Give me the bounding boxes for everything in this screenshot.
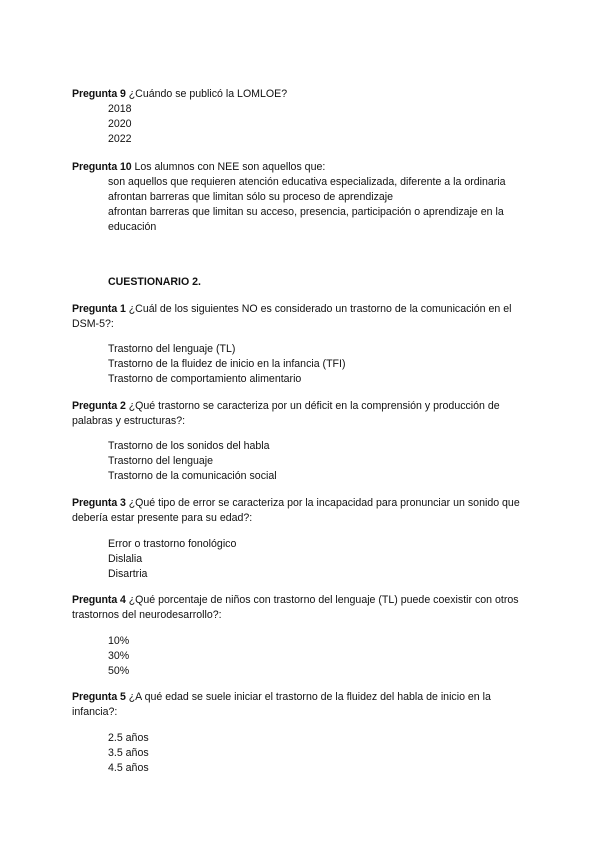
option: Trastorno de comportamiento alimentario [108,373,302,385]
option: Error o trastorno fonológico [108,538,237,550]
question-10 [72,160,528,175]
option: 50% [108,665,130,677]
question-label: Pregunta 9 [72,88,126,100]
option: afrontan barreras que limitan sólo su proceso de aprendizaje [108,191,394,203]
option: Trastorno del lenguaje (TL) [108,343,236,355]
option: 4.5 años [108,762,149,774]
question-text: ¿Qué porcentaje de niños con trastorno del lenguaje (TL) puede coexistir con otros trastornos del neurodesarrollo?: [72,594,519,621]
question-label: Pregunta 2 [72,400,126,412]
question-text: ¿Cuándo se publicó la LOMLOE? [125,88,288,100]
option: Trastorno de los sonidos del habla [108,440,270,452]
question-text: Los alumnos con NEE son aquellos que: [131,161,326,173]
c2-question-4-options [108,634,528,679]
option: 2020 [108,118,132,130]
c2-question-1 [72,302,528,332]
option: Dislalia [108,553,143,565]
question-text: ¿Qué trastorno se caracteriza por un déficit en la comprensión y producción de palabras y estructuras?: [72,400,500,427]
option: 30% [108,650,130,662]
question-label: Pregunta 1 [72,303,126,315]
c2-question-2-options [108,439,528,484]
option: 10% [108,635,130,647]
c2-question-5 [72,690,528,720]
c2-question-1-options [108,342,528,387]
question-text: ¿Cuál de los siguientes NO es considerado un trastorno de la comunicación en el DSM-5?: [72,303,512,330]
question-label: Pregunta 4 [72,594,126,606]
section-title: CUESTIONARIO 2. [108,276,202,288]
option: afrontan barreras que limitan su acceso, presencia, participación o aprendizaje en la educación [108,206,504,233]
option: son aquellos que requieren atención educativa especializada, diferente a la ordinaria [108,176,506,188]
question-label: Pregunta 3 [72,497,126,509]
question-label: Pregunta 5 [72,691,126,703]
c2-question-3 [72,496,528,526]
question-10-options [108,175,528,235]
option: 2022 [108,133,132,145]
question-text: ¿A qué edad se suele iniciar el trastorno de la fluidez del habla de inicio en la infancia?: [72,691,491,718]
option: 2.5 años [108,732,149,744]
c2-question-4 [72,593,528,623]
c2-question-5-options [108,731,528,776]
c2-question-2 [72,399,528,429]
question-text: ¿Qué tipo de error se caracteriza por la incapacidad para pronunciar un sonido que debería estar presente para su edad?: [72,497,520,524]
question-label: Pregunta 10 [72,161,132,173]
option: Disartria [108,568,148,580]
option: Trastorno del lenguaje [108,455,214,467]
option: Trastorno de la fluidez de inicio en la infancia (TFI) [108,358,346,370]
question-9-options [108,102,528,147]
option: 3.5 años [108,747,149,759]
option: Trastorno de la comunicación social [108,470,277,482]
question-9 [72,87,528,102]
option: 2018 [108,103,132,115]
c2-question-3-options [108,537,528,582]
